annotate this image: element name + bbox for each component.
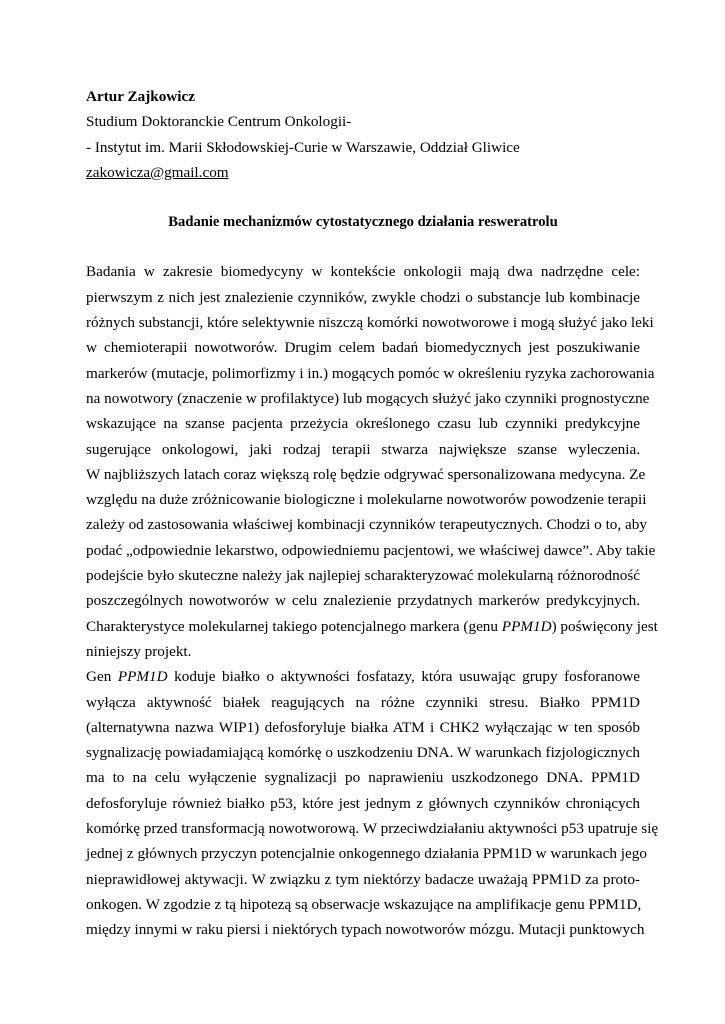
paragraph-line: jednej z głównych przyczyn potencjalnie onkogennego działania PPM1D w warunkach jego: [86, 845, 647, 863]
affiliation-line-1: Studium Doktoranckie Centrum Onkologii-: [86, 113, 352, 131]
affiliation-line-2: - Instytut im. Marii Skłodowskiej-Curie w Warszawie, Oddział Gliwice: [86, 138, 520, 156]
author-block: [86, 84, 640, 185]
paragraph-line: na nowotwory (znaczenie w profilaktyce) lub mogących służyć jako czynniki prognostyczne: [86, 389, 650, 407]
paragraph-line: sygnalizację powiadamiającą komórkę o uszkodzeniu DNA. W warunkach fizjologicznych: [86, 744, 640, 762]
email-link[interactable]: zakowicza@gmail.com: [86, 163, 229, 181]
paragraph-2: [86, 664, 659, 942]
paragraph-line: wskazujące na szanse pacjenta przeżycia określonego czasu lub czynniki predykcyjne: [86, 415, 640, 433]
paragraph-line: markerów (mutacje, polimorfizmy i in.) mogących pomóc w określeniu ryzyka zachorowania: [86, 364, 655, 382]
line-text: ) poświęcony jest: [551, 617, 658, 635]
gene-name: PPM1D: [501, 617, 552, 635]
paragraph-line: Badania w zakresie biomedycyny w kontekście onkologii mają dwa nadrzędne cele:: [86, 263, 640, 281]
paragraph-line: podać „odpowiednie lekarstwo, odpowiedniemu pacjentowi, we właściwej dawce”. Aby takie: [86, 541, 656, 559]
paragraph-line: defosforyluje również białko p53, które jest jednym z głównych czynników chroniących: [86, 794, 640, 812]
paragraph-line: między innymi w raku piersi i niektórych typach nowotworów mózgu. Mutacji punktowych: [86, 921, 645, 939]
paragraph-line: sugerujące onkologowi, jaki rodzaj terapii stwarza największe szanse wyleczenia.: [86, 440, 640, 458]
document-title: Badanie mechanizmów cytostatycznego działania resweratrolu: [168, 214, 558, 231]
paragraph-line: pierwszym z nich jest znalezienie czynników, zwykle chodzi o substancje lub kombinacje: [86, 288, 640, 306]
paragraph-line: komórkę przed transformacją nowotworową. W przeciwdziałaniu aktywności p53 upatruje się: [86, 820, 659, 838]
line-text: Gen: [86, 668, 118, 686]
paragraph-line: w chemioterapii nowotworów. Drugim celem badań biomedycznych jest poszukiwanie: [86, 339, 640, 357]
gene-name: PPM1D: [117, 668, 168, 686]
paragraph-line: względu na duże zróżnicowanie biologiczne i molekularne nowotworów powodzenie terapii: [86, 491, 647, 509]
paragraph-line: (alternatywna nazwa WIP1) defosforyluje białka ATM i CHK2 wyłączając w ten sposób: [86, 718, 640, 736]
paragraph-line: niniejszy projekt.: [86, 642, 192, 660]
paragraph-line: różnych substancji, które selektywnie niszczą komórki nowotworowe i mogą służyć jako leki: [86, 314, 654, 332]
paragraph-line: poszczególnych nowotworów w celu znalezienie przydatnych markerów predykcyjnych.: [86, 592, 640, 610]
paragraph-line: onkogen. W zgodzie z tą hipotezą są obserwacje wskazujące na amplifikacje genu PPM1D,: [86, 895, 642, 913]
line-text: koduje białko o aktywności fosfatazy, która usuwając grupy fosforanowe: [167, 668, 640, 686]
line-text: Charakterystyce molekularnej takiego potencjalnego markera (genu: [86, 617, 502, 635]
paragraph-line: ma to na celu wyłączenie sygnalizacji po naprawieniu uszkodzonego DNA. PPM1D: [86, 769, 640, 787]
paragraph-line: [86, 664, 640, 689]
paragraph-line: [86, 614, 658, 639]
author-name: Artur Zajkowicz: [86, 88, 195, 105]
paragraph-line: podejście było skuteczne należy jak najlepiej scharakteryzować molekularną różnorodność: [86, 567, 640, 585]
paragraph-line: wyłącza aktywność białek reagujących na różne czynniki stresu. Białko PPM1D: [86, 693, 640, 711]
paragraph-line: zależy od zastosowania właściwej kombinacji czynników terapeutycznych. Chodzi o to, aby: [86, 516, 647, 534]
paragraph-1: [86, 259, 658, 664]
paragraph-line: nieprawidłowej aktywacji. W związku z tym niektórzy badacze uważają PPM1D za proto-: [86, 870, 640, 888]
document-page: [86, 84, 659, 943]
paragraph-line: W najbliższych latach coraz większą rolę będzie odgrywać spersonalizowana medycyna. Ze: [86, 465, 646, 483]
